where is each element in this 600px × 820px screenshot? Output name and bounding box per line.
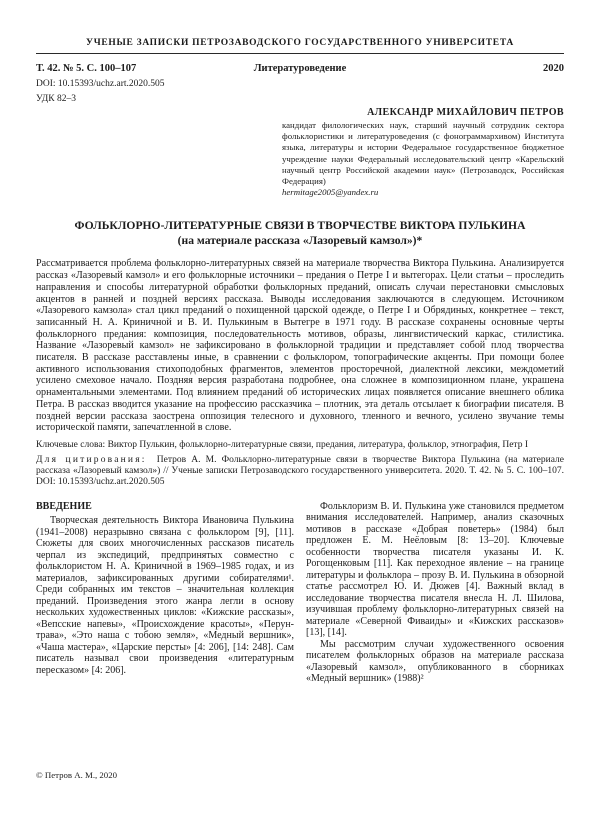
- publication-year: 2020: [543, 63, 564, 74]
- abstract-text: Рассматривается проблема фольклорно-литературных связей на материале творчества Виктора Пулькина. Анализируется рассказ «Лазоревый камзол» и его фольклорные источники – предания о Петре I и вытегорах. Цели статьи – проследить направления и способы литературной обработки фольклорных преданий, описать случаи перестановки смысловых акцентов в ранней и поздней версиях рассказа. Выводы исследования заключаются в следующем. Источником «Лазоревого камзола» стал цикл преданий о похищенной царской одежде, о Петре I и Обрядиных, конкретнее – текст, записанный Н. А. Криничной и В. И. Пулькиным в Вытегре в 1971 году. В рассказе сохранены основные черты фольклорного предания: композиция, последовательность мотивов, образы, лингвистический каркас, стилистика. Название «Лазоревый камзол» не зафиксировано в фольклорной традиции и представляет собой плод творчества писателя. В рассказе расставлены иные, в сравнении с фольклором, топографические акценты. При помощи более активного использования стихоподобных фрагментов, элементов просторечной, диалектной лексики, междометий усилено смеховое начало. Поздняя версия разработана подробнее, она сложнее в композиционном плане, украшена орнаментальными элементами. Под влиянием преданий об исторических лицах появляется описание внешнего облика Петра. В рассказ вводится указание на профессию рассказчика – плотник, эта деталь отсылает к биографии писателя. В поздней версии рассказа заострена оппозиция телесного и духовного, тленного и вечного, усилено звучание темы исторической памяти, запечатленной в слове.: [36, 258, 564, 434]
- introduction-paragraph-left: Творческая деятельность Виктора Ивановича Пулькина (1941–2008) неразрывно связана с фольклором [9], [11]. Сюжеты для своих многочисленных рассказов писатель черпал из экспедиций, предпринятых совместно с фольклористом Н. А. Криничной в 1969–1985 годах, и из материалов, зафиксированных другими собирателями¹. Среди собранных им текстов – значительная коллекция преданий. Произведения этого жанра легли в основу нескольких художественных циклов: «Кижские рассказы», «Вепсские напевы», «Происхождение красоты», «Перун-трава», «Это наша с тобою земля», «Медный вершник», «Чаша мастера», «Царские персты» [4: 206], [14: 248]. Сам писатель называл свои произведения «литературным пересказом» [4: 206].: [36, 515, 294, 676]
- journal-section: Литературоведение: [253, 63, 347, 74]
- citation-label: Для цитирования:: [36, 454, 147, 465]
- citation-block: [36, 455, 564, 488]
- keywords-block: [36, 440, 564, 451]
- introduction-paragraph-right-1: Фольклоризм В. И. Пулькина уже становился предметом внимания исследователей. Например, анализ сказочных мотивов в рассказе «Добрая поветерь» (1984) был предложен Е. М. Неёловым [8: 13–20]. Ключевые особенности творчества писателя указаны И. К. Рогощенковым [11]. Как переходное явление – на границе литературы и фольклора – прозу В. И. Пулькина в обзорной статье рассмотрел Ю. И. Дюжев [4]. Важный вклад в исследование творчества писателя внесла Н. Л. Шилова, изучившая проблему фольклорно-литературных связей на материале «Северной Фиваиды» и «Кижских рассказов» [13], [14].: [306, 500, 564, 639]
- author-email: hermitage2005@yandex.ru: [282, 187, 379, 198]
- udc-code: УДК 82–3: [36, 94, 76, 104]
- author-affiliation: кандидат филологических наук, старший научный сотрудник сектора фольклористики и литературоведения (с фонограммархивом) Института языка, литературы и истории Федеральное государственное бюджетное учреждение науки Федеральный исследовательский центр «Карельский научный центр Российской академии наук» (Петрозаводск, Российская Федерация): [282, 120, 564, 187]
- two-column-body: [36, 501, 564, 685]
- journal-header: УЧЕНЫЕ ЗАПИСКИ ПЕТРОЗАВОДСКОГО ГОСУДАРСТВЕННОГО УНИВЕРСИТЕТА: [36, 38, 564, 54]
- introduction-heading: ВВЕДЕНИЕ: [36, 500, 92, 512]
- article-title-line2: (на материале рассказа «Лазоревый камзол»)*: [177, 234, 423, 248]
- keywords-label: Ключевые слова:: [36, 439, 106, 450]
- right-column: [306, 501, 564, 685]
- citation-text: Петров А. М. Фольклорно-литературные связи в творчестве Виктора Пулькина (на материале рассказа «Лазоревый камзол») // Ученые записки Петрозаводского государственного университета. 2020. Т. 42. № 5. С. 100–107. DOI: 10.15393/uchz.art.2020.505: [36, 454, 564, 487]
- author-name: АЛЕКСАНДР МИХАЙЛОВИЧ ПЕТРОВ: [367, 107, 564, 118]
- volume-pages: Т. 42. № 5. С. 100–107: [36, 63, 137, 74]
- left-column: [36, 501, 294, 685]
- copyright-notice: © Петров А. М., 2020: [36, 770, 118, 780]
- article-title: [36, 218, 564, 248]
- meta-row: [36, 63, 564, 74]
- article-title-line1: ФОЛЬКЛОРНО-ЛИТЕРАТУРНЫЕ СВЯЗИ В ТВОРЧЕСТВЕ ВИКТОРА ПУЛЬКИНА: [74, 219, 526, 233]
- introduction-paragraph-right-2: Мы рассмотрим случаи художественного освоения писателем фольклорных образов на материале рассказа «Лазоревый камзол», опубликованного в сборниках «Медный вершник» (1988)²: [306, 638, 564, 685]
- doi: DOI: 10.15393/uchz.art.2020.505: [36, 79, 165, 89]
- keywords-text: Виктор Пулькин, фольклорно-литературные связи, предания, литература, фольклор, этнография, Петр I: [107, 439, 528, 450]
